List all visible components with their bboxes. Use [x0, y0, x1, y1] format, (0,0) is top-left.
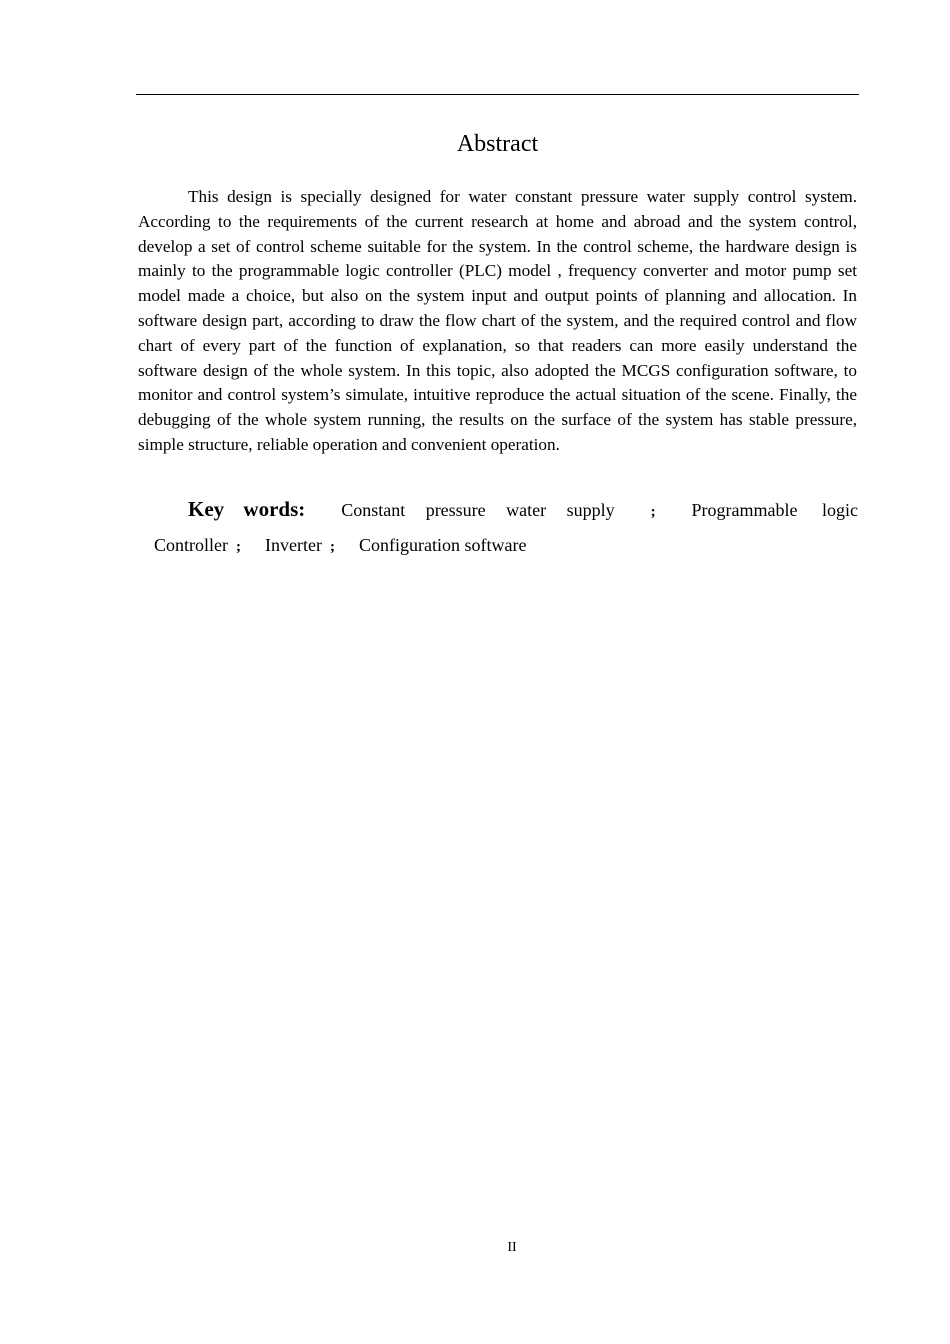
header-rule — [136, 94, 859, 95]
keywords-line-1 — [188, 494, 858, 524]
keyword-item: Constant pressure water supply — [341, 500, 615, 520]
keywords-line-2 — [154, 531, 526, 559]
keyword-item: Inverter — [265, 535, 322, 555]
keyword-separator: ; — [329, 539, 335, 555]
keywords-label: Key words: — [188, 497, 306, 521]
page-title: Abstract — [456, 131, 539, 157]
keyword-separator: ; — [236, 539, 241, 555]
keyword-item: Programmable logic — [691, 500, 858, 520]
page-number: II — [507, 1240, 517, 1255]
abstract-body: This design is specially designed for water constant pressure water supply control system. According to the requirements of the current research at home and abroad and the system control, develop a set of control scheme suitable for the system. In the control scheme, the hardware design is mainly to the programmable logic controller (PLC) model , frequency converter and motor pump set model made a choice, but also on the system input and output points of planning and allocation. In software design part, according to draw the flow chart of the system, and the required control and flow chart of every part of the function of explanation, so that readers can more easily understand the software design of the whole system. In this topic, also adopted the MCGS configuration software, to monitor and control system’s simulate, intuitive reproduce the actual situation of the scene. Finally, the debugging of the whole system running, the results on the surface of the system has stable pressure, simple structure, reliable operation and convenient operation. — [138, 187, 857, 454]
keyword-separator: ; — [650, 504, 656, 520]
keyword-item: Controller — [154, 535, 228, 555]
keyword-item: Configuration software — [358, 535, 527, 555]
